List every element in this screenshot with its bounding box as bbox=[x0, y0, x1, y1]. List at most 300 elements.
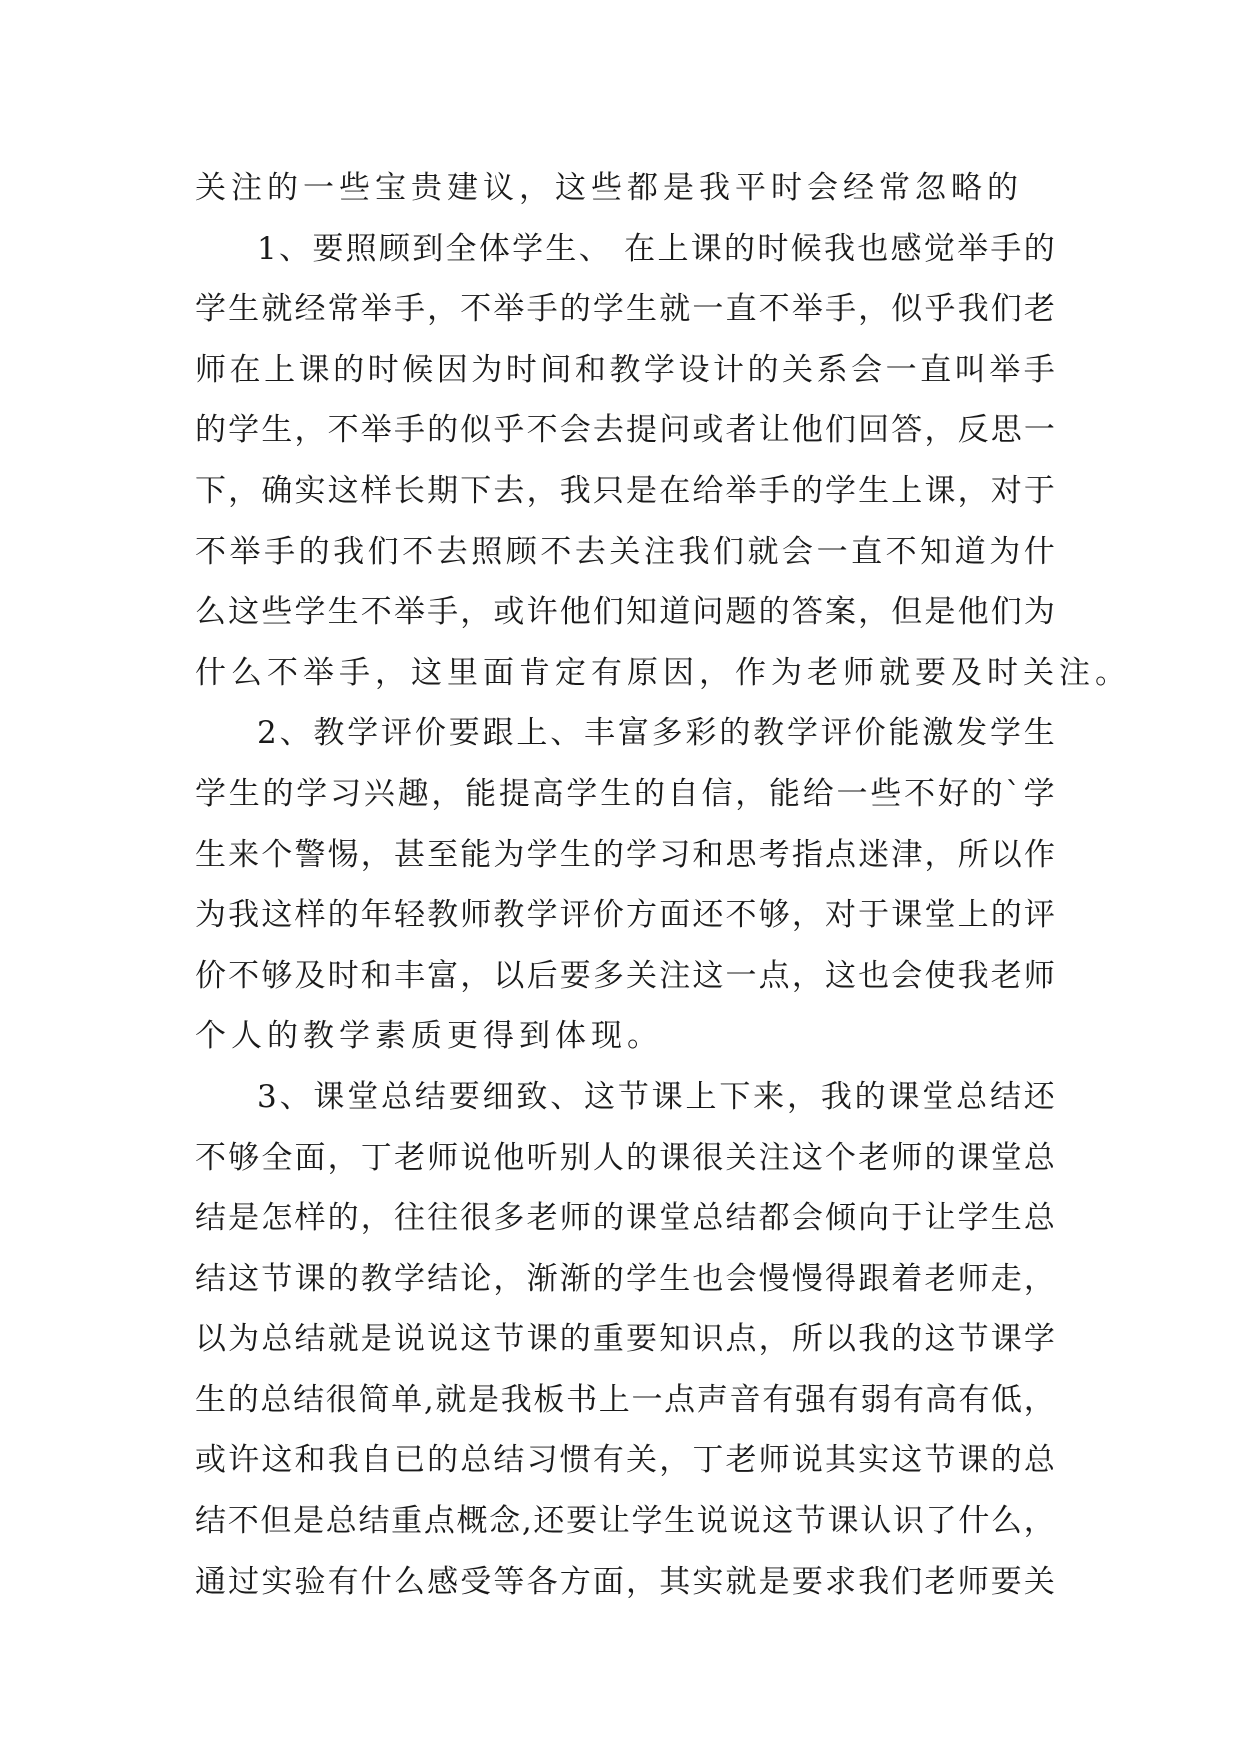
text-char: 课 bbox=[626, 1200, 658, 1237]
text-char: 生 bbox=[600, 775, 632, 812]
text-char: ， bbox=[758, 1321, 790, 1358]
text-char: 学 bbox=[296, 775, 328, 812]
text-char: 学 bbox=[786, 715, 818, 752]
text-char: 计 bbox=[712, 351, 744, 388]
text-char: 习 bbox=[330, 775, 362, 812]
text-char: 价 bbox=[854, 715, 886, 752]
text-char: 会 bbox=[559, 412, 591, 449]
text-char: 简 bbox=[358, 1381, 390, 1418]
text-char: 上 bbox=[598, 1381, 630, 1418]
text-char: 了 bbox=[925, 1503, 957, 1540]
text-char: 课 bbox=[957, 1442, 989, 1479]
text-char: 这 bbox=[762, 1503, 794, 1540]
text-char: 学 bbox=[631, 1503, 663, 1540]
text-char: 们 bbox=[367, 533, 399, 570]
text-char: 样 bbox=[360, 472, 392, 509]
text-char: 有 bbox=[327, 1563, 359, 1600]
text-char: 堂 bbox=[990, 1139, 1022, 1176]
text-char: 就 bbox=[747, 533, 779, 570]
text-char: 知 bbox=[920, 533, 952, 570]
text-line bbox=[195, 703, 1055, 764]
text-char: 就 bbox=[659, 291, 691, 328]
text-char: 丁 bbox=[360, 1139, 392, 1176]
text-line bbox=[195, 522, 1055, 583]
text-char: 顾 bbox=[505, 533, 537, 570]
text-char: 不 bbox=[402, 533, 434, 570]
text-char: 津 bbox=[891, 836, 923, 873]
text-char: 堂 bbox=[922, 1078, 954, 1115]
text-char: 警 bbox=[294, 836, 326, 873]
text-char: 学 bbox=[592, 291, 624, 328]
text-char: 以 bbox=[990, 836, 1022, 873]
text-char: 手 bbox=[526, 291, 558, 328]
text-line bbox=[195, 946, 1055, 1007]
text-char: 但 bbox=[260, 1503, 292, 1540]
text-char: 教 bbox=[493, 897, 525, 934]
text-char: 我 bbox=[957, 957, 989, 994]
text-char: 他 bbox=[957, 594, 989, 631]
text-char: 面 bbox=[294, 1139, 326, 1176]
text-char: 师 bbox=[891, 1139, 923, 1176]
text-char: 手 bbox=[427, 594, 459, 631]
text-char: 上 bbox=[516, 715, 548, 752]
text-char: 让 bbox=[758, 412, 790, 449]
text-char: 手 bbox=[1023, 351, 1055, 388]
text-char: 单 bbox=[391, 1381, 423, 1418]
text-char: 学 bbox=[526, 897, 558, 934]
text-char: 的 bbox=[559, 291, 591, 328]
text-char: 着 bbox=[891, 1260, 923, 1297]
text-char: 多 bbox=[651, 715, 683, 752]
text-char: 师 bbox=[957, 1563, 989, 1600]
text-char: 念 bbox=[489, 1503, 521, 1540]
text-char: 直 bbox=[725, 291, 757, 328]
text-char: 知 bbox=[659, 1321, 691, 1358]
text-char: 照 bbox=[471, 533, 503, 570]
text-char: 老 bbox=[1023, 291, 1055, 328]
text-char: 还 bbox=[533, 1503, 565, 1540]
text-char: 很 bbox=[325, 1381, 357, 1418]
text-char: 个 bbox=[824, 1139, 856, 1176]
text-char: 间 bbox=[540, 351, 572, 388]
text-char: 慢 bbox=[791, 1260, 823, 1297]
text-char: 上 bbox=[957, 897, 989, 934]
text-char: 上 bbox=[685, 1078, 717, 1115]
text-char: 到 bbox=[412, 230, 444, 267]
text-char: 不 bbox=[885, 533, 917, 570]
text-char: 的 bbox=[626, 1139, 658, 1176]
text-char: 关 bbox=[725, 1139, 757, 1176]
text-char: 老 bbox=[924, 1260, 956, 1297]
text-char: 趣 bbox=[397, 775, 429, 812]
text-char: 已 bbox=[393, 1442, 425, 1479]
text-char: 求 bbox=[824, 1563, 856, 1600]
text-char: 注 bbox=[643, 533, 675, 570]
text-char: 的 bbox=[791, 472, 823, 509]
text-char: 点 bbox=[423, 1503, 455, 1540]
text-char: 关 bbox=[609, 533, 641, 570]
text-char: 重 bbox=[592, 1321, 624, 1358]
text-char: 轻 bbox=[393, 897, 425, 934]
text-line bbox=[195, 219, 1055, 280]
text-char: 长 bbox=[393, 472, 425, 509]
text-char: 验 bbox=[294, 1563, 326, 1600]
text-char: 提 bbox=[626, 412, 658, 449]
text-char: 总 bbox=[261, 1321, 293, 1358]
text-char: 去 bbox=[436, 533, 468, 570]
text-char: 这 bbox=[924, 1321, 956, 1358]
text-char: , bbox=[423, 1381, 434, 1418]
text-char: 、 bbox=[578, 230, 610, 267]
text-char: 识 bbox=[892, 1503, 924, 1540]
text-char: 注 bbox=[758, 1139, 790, 1176]
text-char: 学 bbox=[195, 291, 226, 328]
text-char: 时 bbox=[327, 957, 359, 994]
text-char: 总 bbox=[1023, 1139, 1055, 1176]
text-char: 后 bbox=[526, 957, 558, 994]
text-char: 面 bbox=[592, 1563, 624, 1600]
text-char: 期 bbox=[427, 472, 459, 509]
text-char: 许 bbox=[526, 594, 558, 631]
text-char: 所 bbox=[791, 1321, 823, 1358]
text-char: 彩 bbox=[685, 715, 717, 752]
text-char: 的 bbox=[227, 1381, 259, 1418]
text-char: 一 bbox=[725, 957, 757, 994]
text-char: 总 bbox=[460, 1442, 492, 1479]
text-char: 实 bbox=[858, 1442, 890, 1479]
text-char: 学 bbox=[566, 775, 598, 812]
text-char: 和 bbox=[692, 836, 724, 873]
text-char: 富 bbox=[427, 957, 459, 994]
text-char: 但 bbox=[891, 594, 923, 631]
text-char: 学 bbox=[824, 472, 856, 509]
text-char: 感 bbox=[890, 230, 922, 267]
text-char: 总 bbox=[260, 1381, 292, 1418]
text-char: 板 bbox=[533, 1381, 565, 1418]
text-char: 迷 bbox=[858, 836, 890, 873]
text-line bbox=[195, 582, 1055, 643]
text-line bbox=[195, 1067, 1055, 1128]
text-char: 书 bbox=[566, 1381, 598, 1418]
text-char: 老 bbox=[924, 1563, 956, 1600]
text-char: 评 bbox=[820, 715, 852, 752]
text-line bbox=[195, 885, 1055, 946]
text-char: 丁 bbox=[692, 1442, 724, 1479]
text-char: 不 bbox=[460, 291, 492, 328]
text-char: 这 bbox=[891, 1442, 923, 1479]
text-char: 道 bbox=[954, 533, 986, 570]
text-char: 识 bbox=[692, 1321, 724, 1358]
text-char: 往 bbox=[393, 1200, 425, 1237]
text-char: 对 bbox=[990, 472, 1022, 509]
text-char: 是 bbox=[228, 1200, 260, 1237]
text-char: 们 bbox=[990, 594, 1022, 631]
text-char: 我 bbox=[823, 230, 855, 267]
text-char: 实 bbox=[294, 472, 326, 509]
text-char: 举 bbox=[360, 291, 392, 328]
text-char: 节 bbox=[957, 1321, 989, 1358]
text-char: 时 bbox=[757, 230, 789, 267]
text-char: ， bbox=[735, 775, 767, 812]
text-char: 全 bbox=[445, 230, 477, 267]
text-char: 学 bbox=[626, 836, 658, 873]
text-char: 老 bbox=[990, 957, 1022, 994]
text-char: 我 bbox=[858, 1321, 890, 1358]
text-char: 就 bbox=[327, 1321, 359, 1358]
text-char: 堂 bbox=[924, 897, 956, 934]
text-char: 许 bbox=[228, 1442, 260, 1479]
text-char: 要 bbox=[448, 1078, 480, 1115]
text-char: 提 bbox=[498, 775, 530, 812]
text-char: 不 bbox=[360, 594, 392, 631]
text-char: 一 bbox=[836, 775, 868, 812]
text-char: 课 bbox=[990, 1321, 1022, 1358]
text-char: 实 bbox=[692, 1563, 724, 1600]
text-char: 上 bbox=[657, 230, 689, 267]
text-char: 生 bbox=[664, 1503, 696, 1540]
text-char: 不 bbox=[228, 957, 260, 994]
text-char: 师 bbox=[957, 1260, 989, 1297]
text-line bbox=[195, 1552, 1055, 1613]
text-char: 不 bbox=[725, 897, 757, 934]
text-char: ， bbox=[526, 472, 558, 509]
text-char: 是 bbox=[468, 1381, 500, 1418]
text-char: 说 bbox=[393, 1321, 425, 1358]
text-char: 、 bbox=[279, 715, 311, 752]
text-char: 的 bbox=[1023, 230, 1055, 267]
text-char: ， bbox=[493, 1260, 525, 1297]
text-char: 结 bbox=[358, 1503, 390, 1540]
text-char: 确 bbox=[261, 472, 293, 509]
text-char: 什 bbox=[360, 1563, 392, 1600]
text-char: ， bbox=[791, 957, 823, 994]
text-char: 生 bbox=[228, 775, 260, 812]
text-char: 也 bbox=[692, 1260, 724, 1297]
text-char: 师 bbox=[195, 351, 226, 388]
text-line bbox=[195, 825, 1055, 886]
text-char: 总 bbox=[692, 1200, 724, 1237]
text-char: 不 bbox=[227, 1503, 259, 1540]
text-char: 很 bbox=[460, 1200, 492, 1237]
text-char: 节 bbox=[261, 1260, 293, 1297]
text-char: 学 bbox=[957, 1200, 989, 1237]
text-char: 会 bbox=[725, 1260, 757, 1297]
text-char: 为 bbox=[989, 533, 1021, 570]
text-char: 这 bbox=[228, 1260, 260, 1297]
text-char: 他 bbox=[791, 412, 823, 449]
text-char: 结 bbox=[493, 1442, 525, 1479]
text-char: 师 bbox=[427, 1139, 459, 1176]
text-char: 学 bbox=[228, 412, 260, 449]
text-char: 生 bbox=[545, 230, 577, 267]
text-char: 给 bbox=[802, 775, 834, 812]
text-char: 下 bbox=[460, 472, 492, 509]
text-char: 常 bbox=[327, 291, 359, 328]
text-char: 结 bbox=[293, 1381, 325, 1418]
text-char: 丰 bbox=[393, 957, 425, 994]
text-char: 实 bbox=[261, 1563, 293, 1600]
text-char: 因 bbox=[436, 351, 468, 388]
text-char: 这 bbox=[261, 1442, 293, 1479]
text-char: 走 bbox=[990, 1260, 1022, 1297]
text-char: 就 bbox=[435, 1381, 467, 1418]
text-char: 我 bbox=[678, 533, 710, 570]
text-char: 结 bbox=[195, 1260, 226, 1297]
text-char: 他 bbox=[559, 594, 591, 631]
text-char: 这 bbox=[824, 957, 856, 994]
text-char: 手 bbox=[264, 533, 296, 570]
text-line bbox=[195, 279, 1055, 340]
text-char: 的 bbox=[559, 1321, 591, 1358]
text-char: 惕 bbox=[327, 836, 359, 873]
text-char: 反 bbox=[957, 412, 989, 449]
text-char: 答 bbox=[891, 412, 923, 449]
text-char: 题 bbox=[725, 594, 757, 631]
text-char: 课 bbox=[690, 230, 722, 267]
text-char: 高 bbox=[532, 775, 564, 812]
text-char: 学 bbox=[195, 775, 226, 812]
text-char: 师 bbox=[1023, 957, 1055, 994]
text-char: 知 bbox=[626, 594, 658, 631]
text-char: 节 bbox=[794, 1503, 826, 1540]
text-char: 的 bbox=[747, 351, 779, 388]
text-char: 者 bbox=[725, 412, 757, 449]
text-char: 一 bbox=[816, 533, 848, 570]
text-char: 时 bbox=[505, 351, 537, 388]
text-char: 举 bbox=[360, 412, 392, 449]
text-char: 要 bbox=[559, 957, 591, 994]
text-char: 点 bbox=[758, 957, 790, 994]
text-char: 也 bbox=[857, 230, 889, 267]
text-char: 似 bbox=[460, 412, 492, 449]
text-char: 在 bbox=[624, 230, 656, 267]
text-char: 说 bbox=[729, 1503, 761, 1540]
text-char: 要 bbox=[448, 715, 480, 752]
text-char: 低 bbox=[991, 1381, 1023, 1418]
text-char: 结 bbox=[294, 1321, 326, 1358]
text-char: 致 bbox=[516, 1078, 548, 1115]
text-line bbox=[195, 1006, 1055, 1067]
text-char: 生 bbox=[626, 291, 658, 328]
text-char: 结 bbox=[195, 1200, 226, 1237]
text-char: 的 bbox=[592, 1260, 624, 1297]
text-char: 课 bbox=[891, 897, 923, 934]
text-char: 价 bbox=[414, 715, 446, 752]
text-line bbox=[195, 1249, 1055, 1310]
text-char: 、 bbox=[550, 1078, 582, 1115]
text-char: 老 bbox=[725, 1442, 757, 1479]
text-char: 经 bbox=[294, 291, 326, 328]
text-char: 生 bbox=[1023, 715, 1055, 752]
text-char: 的 bbox=[427, 1442, 459, 1479]
text-char bbox=[612, 219, 622, 280]
text-char: 手 bbox=[758, 472, 790, 509]
text-char: 些 bbox=[261, 594, 293, 631]
text-char: 什 bbox=[958, 1503, 990, 1540]
text-char: 这 bbox=[228, 594, 260, 631]
text-char: 为 bbox=[195, 897, 226, 934]
text-char: 的 bbox=[327, 1200, 359, 1237]
text-char: 们 bbox=[592, 594, 624, 631]
text-char: 这 bbox=[584, 1078, 616, 1115]
text-char: 评 bbox=[559, 897, 591, 934]
text-char: 让 bbox=[924, 1200, 956, 1237]
text-char: ， bbox=[659, 1442, 691, 1479]
text-char: 只 bbox=[592, 472, 624, 509]
text-char: 或 bbox=[493, 594, 525, 631]
text-char: 渐 bbox=[526, 1260, 558, 1297]
text-char: 的 bbox=[633, 775, 665, 812]
text-char: 信 bbox=[701, 775, 733, 812]
text-char: 教 bbox=[427, 897, 459, 934]
text-char: 堂 bbox=[347, 1078, 379, 1115]
text-char: 去 bbox=[493, 472, 525, 509]
text-char: 去 bbox=[574, 533, 606, 570]
text-char: 道 bbox=[659, 594, 691, 631]
text-char: 关 bbox=[626, 1442, 658, 1479]
text-char: 人 bbox=[592, 1139, 624, 1176]
text-char: 总 bbox=[381, 1078, 413, 1115]
text-char: 来 bbox=[753, 1078, 785, 1115]
text-line bbox=[195, 1370, 1055, 1431]
text-char: 学 bbox=[526, 836, 558, 873]
text-char: 不 bbox=[327, 412, 359, 449]
text-char: 去 bbox=[592, 412, 624, 449]
text-char: 的 bbox=[990, 897, 1022, 934]
text-char: 一 bbox=[631, 1381, 663, 1418]
text-char: 和 bbox=[294, 1442, 326, 1479]
text-char: 的 bbox=[592, 1200, 624, 1237]
text-char: 甚 bbox=[393, 836, 425, 873]
text-char: 的 bbox=[758, 594, 790, 631]
text-char: 重 bbox=[391, 1503, 423, 1540]
text-char: ` bbox=[1005, 775, 1021, 812]
text-char: 通 bbox=[195, 1563, 226, 1600]
text-char: 什 bbox=[1023, 533, 1055, 570]
text-char: 点 bbox=[725, 1321, 757, 1358]
text-char: 不 bbox=[526, 412, 558, 449]
text-char: 直 bbox=[920, 351, 952, 388]
text-char: 结 bbox=[427, 1260, 459, 1297]
text-char: 很 bbox=[692, 1139, 724, 1176]
text-char: 些 bbox=[870, 775, 902, 812]
text-char: 还 bbox=[1023, 1078, 1055, 1115]
text-char: 结 bbox=[195, 1503, 226, 1540]
text-char: 手 bbox=[393, 412, 425, 449]
text-char: 关 bbox=[782, 351, 814, 388]
text-char: 认 bbox=[860, 1503, 892, 1540]
text-char: 是 bbox=[758, 1563, 790, 1600]
text-char: 课 bbox=[888, 1078, 920, 1115]
text-char: 一 bbox=[692, 291, 724, 328]
text-char: 的 bbox=[262, 775, 294, 812]
text-char: 等 bbox=[493, 1563, 525, 1600]
text-char: 师 bbox=[460, 897, 492, 934]
text-char: 思 bbox=[725, 836, 757, 873]
text-char: 价 bbox=[592, 897, 624, 934]
text-char: 学 bbox=[294, 594, 326, 631]
text-char: 是 bbox=[626, 472, 658, 509]
text-char: 生 bbox=[195, 1381, 226, 1418]
text-char: 手 bbox=[393, 291, 425, 328]
text-char: 的 bbox=[971, 775, 1003, 812]
text-char: 3 bbox=[257, 1078, 277, 1115]
text-char: 生 bbox=[195, 836, 226, 873]
text-char: 就 bbox=[725, 1563, 757, 1600]
text-char: 听 bbox=[526, 1139, 558, 1176]
text-char: 要 bbox=[791, 1563, 823, 1600]
text-char: 的 bbox=[333, 351, 365, 388]
